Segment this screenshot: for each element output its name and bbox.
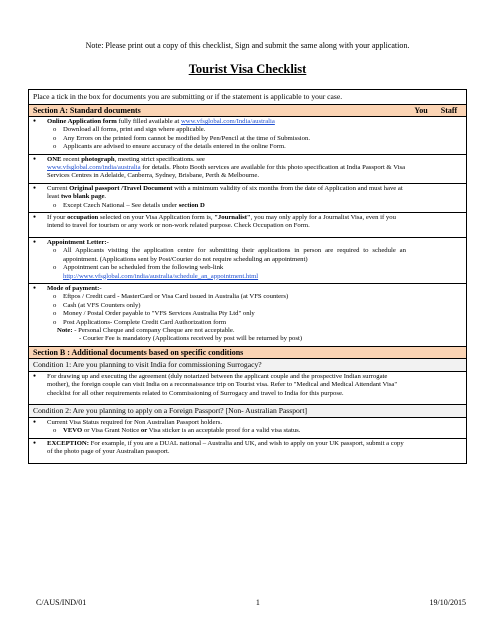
instruction-row: Place a tick in the box for documents you are submitting or if the statement is applicable to your case. <box>29 90 466 105</box>
application-form-sub-2: o Any Errors on the printed form cannot be modified by Pen/Pencil at the time of Submission. <box>29 135 466 143</box>
section-b-header <box>29 347 466 359</box>
row-exception <box>29 439 466 463</box>
appointment-sub-1: o All Applicants visiting the application centre for submitting their applications in person are required to schedule an appointment. (Applications sent by Post/Courier do not require scheduling an appointment) <box>29 247 466 264</box>
application-form-sub-3: o Applicants are advised to ensure accuracy of the details entered in the online Form. <box>29 143 466 151</box>
payment-note: Note: - Personal Cheque and company Cheque are not acceptable. <box>57 326 235 334</box>
footer-code: C/AUS/IND/01 <box>36 598 87 607</box>
section-a-title: Section A: Standard documents <box>33 106 141 115</box>
col-staff-header: Staff <box>440 106 458 115</box>
print-note: Note: Please print out a copy of this checklist, Sign and submit the same along with your application. <box>85 41 410 50</box>
vfs-photo-link[interactable]: www.vfsglobal.com/india/australia <box>47 164 141 172</box>
occupation-item: ● If your occupation selected on your Visa Application form is, "Journalist", you may only apply for a Journalist Visa, even if you intend to travel for tourism or any work or non-work related purpose. Check Occupation on Form. <box>29 214 466 231</box>
visa-status-item: ● Current Visa Status required for Non Australian Passport holders. <box>29 419 466 427</box>
passport-sub: o Except Czech National – See details under section D <box>29 202 466 210</box>
appointment-link[interactable]: http://www.vfsglobal.com/india/australia/schedule_an_appointment.html <box>63 272 259 280</box>
condition-2-row: Condition 2: Are you planning to apply on a Foreign Passport? [Non- Australian Passport] <box>29 405 466 418</box>
visa-status-sub: o VEVO or Visa Grant Notice or Visa sticker is an acceptable proof for a valid visa status. <box>29 427 466 435</box>
row-passport <box>29 184 466 213</box>
row-application-form <box>29 117 466 155</box>
payment-sub-3: o Money / Postal Order payable to "VFS Services Australia Pty Ltd" only <box>29 310 466 318</box>
row-visa-status <box>29 418 466 439</box>
payment-sub-2: o Cash (at VFS Counters only) <box>29 302 466 310</box>
page-title: Tourist Visa Checklist <box>188 62 307 76</box>
row-photograph <box>29 155 466 184</box>
application-form-sub-1: o Download all forms, print and sign where applicable. <box>29 126 466 134</box>
condition-1-row: Condition 1: Are you planning to visit India for commissioning Surrogacy? <box>29 359 466 372</box>
payment-sub-1: o Eftpos / Credit card - MasterCard or Visa Card issued in Australia (at VFS counters) <box>29 293 466 301</box>
application-form-item: ● Online Application form fully filled available at www.vfsglobal.com/India/australia <box>29 118 466 126</box>
exception-item: ● EXCEPTION: For example, if you are a DUAL national – Australia and UK, and wish to apply on your UK passport, submit a copy of the photo page of your Australian passport. <box>29 440 466 457</box>
row-payment <box>29 284 466 347</box>
section-a-header <box>29 105 466 117</box>
payment-item: ● Mode of payment:- <box>29 285 466 293</box>
photograph-item: ● ONE recent photograph, meeting strict specifications. see www.vfsglobal.com/india/australia for details. Photo Booth services are available for this photo specification at India Passport & Visa Services Centres in Adelaide, Canberra, Sydney, Brisbane, Perth & Melbourne. <box>29 156 466 181</box>
payment-note-2: - Courier Fee is mandatory (Applications received by post will be returned by post) <box>79 335 303 343</box>
payment-sub-4: o Post Applications- Complete Credit Card Authorization form <box>29 319 466 327</box>
checklist-table <box>28 89 467 464</box>
section-b-title: Section B : Additional documents based on specific conditions <box>33 347 244 357</box>
passport-item: ● Current Original passport /Travel Document with a minimum validity of six months from the date of Application and must have at least two blank page. <box>29 185 466 202</box>
surrogacy-item: ● For drawing up and executing the agreement (duly notarized between the applicant couple and the prospective Indian surrogate mother), the foreign couple can visit India on a reconnaissance trip on Tourist visa. Refer to "Medical and Medical Attendant Visa" checklist for all other requirements related to Commissioning of Surrogacy and travel to India for this purpose. <box>29 373 466 398</box>
footer-page-number: 1 <box>255 598 260 607</box>
footer-date: 19/10/2015 <box>429 598 466 607</box>
row-surrogacy <box>29 372 466 405</box>
row-occupation <box>29 213 466 238</box>
vfs-link[interactable]: www.vfsglobal.com/India/australia <box>180 118 275 125</box>
col-you-header: You <box>414 106 428 115</box>
page-footer <box>36 598 466 607</box>
row-appointment <box>29 238 466 284</box>
appointment-sub-2: o Appointment can be scheduled from the following web-link <box>29 264 466 272</box>
appointment-item: ● Appointment Letter:- <box>29 239 466 247</box>
